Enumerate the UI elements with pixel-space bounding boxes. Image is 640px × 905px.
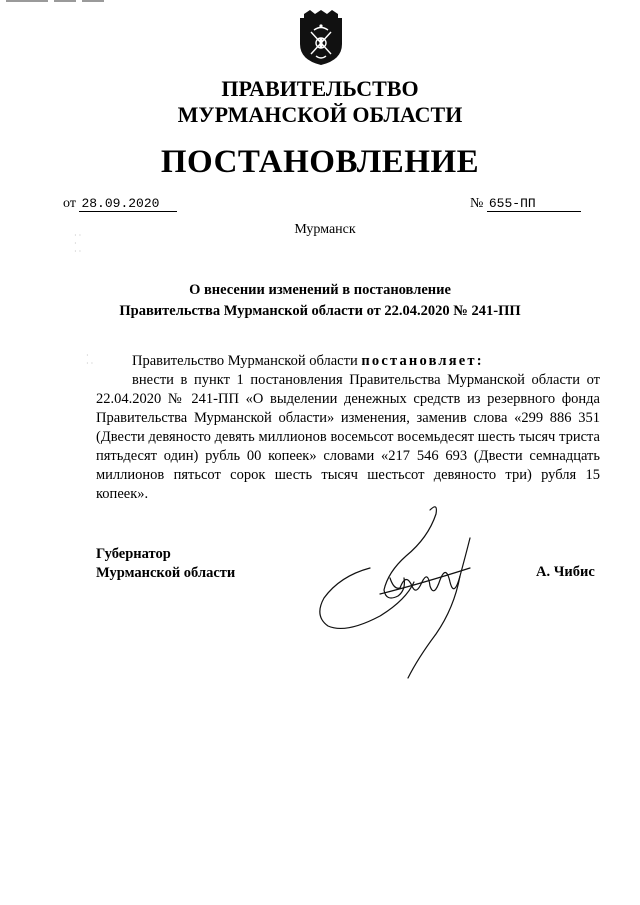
subject-line1: О внесении изменений в постановление: [189, 282, 451, 298]
number-label: №: [470, 196, 484, 211]
body-intro: Правительство Мурманской области: [132, 353, 358, 369]
signatory-title: [96, 545, 235, 583]
handwritten-signature: [310, 498, 510, 688]
document-subject: [0, 280, 640, 322]
signatory-title-line2: Мурманской области: [96, 565, 236, 581]
scan-noise: · · · · ·: [74, 231, 82, 256]
subject-line2: Правительства Мурманской области от 22.04.2020 № 241-ПП: [119, 303, 521, 319]
number-value: 655-ПП: [487, 196, 581, 212]
organization-title-line2: МУРМАНСКОЙ ОБЛАСТИ: [177, 102, 463, 127]
organization-title: [0, 76, 640, 128]
signatory-name: А. Чибис: [536, 564, 595, 580]
body-verb: постановляет:: [361, 353, 484, 369]
organization-title-line1: ПРАВИТЕЛЬСТВО: [221, 76, 419, 101]
date-value: 28.09.2020: [79, 196, 177, 212]
document-number: [470, 196, 581, 212]
city-name: Мурманск: [294, 222, 356, 237]
scan-corner-mark: [82, 0, 104, 2]
scan-corner-mark: [54, 0, 76, 2]
scan-noise: · · ·: [86, 351, 94, 368]
document-body: [96, 352, 600, 504]
signatory-title-line1: Губернатор: [96, 546, 171, 562]
body-text: внести в пункт 1 постановления Правительства Мурманской области от 22.04.2020 № 241-ПП «О выделении денежных средств из резервного фонда Правительства Мурманской области» изменения, заменив слова «299 886 351 (Двести девяносто девять миллионов восемьсот восемьдесят шесть тысяч триста пятьдесят один) рубль 00 копеек» словами «217 546 693 (Двести семнадцать миллионов пятьсот сорок шесть тысяч шестьсот девяносто три) рубля 15 копеек».: [96, 372, 600, 502]
document-type-heading: ПОСТАНОВЛЕНИЕ: [160, 144, 480, 180]
scan-corner-mark: [6, 0, 48, 2]
document-date: [63, 196, 177, 212]
date-label: от: [63, 196, 76, 211]
coat-of-arms-icon: [298, 10, 344, 66]
body-intro-paragraph: [96, 352, 600, 371]
